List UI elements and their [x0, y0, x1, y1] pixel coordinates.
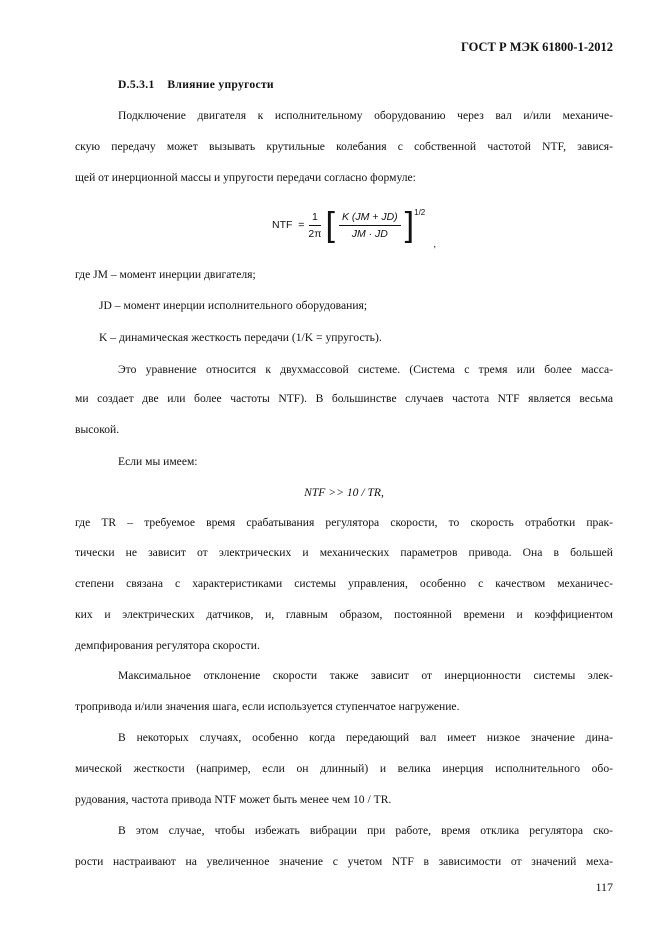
condition-formula: NTF >> 10 / TR, — [304, 486, 384, 499]
standard-header: ГОСТ Р МЭК 61800-1-2012 — [460, 40, 613, 54]
text-line: В некоторых случаях, особенно когда передающий вал имеет низкое значение дина- — [118, 731, 613, 744]
text-line: тропривода и/или значения шага, если используется ступенчатое нагружение. — [75, 700, 460, 713]
formula-eq: = — [298, 219, 305, 231]
denominator: JM · JD — [351, 227, 388, 240]
formula-lhs: NTF — [272, 219, 293, 231]
ntf-formula — [272, 206, 437, 250]
section-title: Влияние упругости — [167, 78, 274, 91]
text-line: где TR – требуемое время срабатывания регулятора скорости, то скорость отработки прак- — [75, 516, 613, 529]
text-line: ми создает две или более частоты NTF). В большинстве случаев частота NTF является весьма — [75, 392, 613, 405]
definition-k: K – динамическая жесткость передачи (1/K = упругость). — [99, 331, 382, 344]
right-bracket: ] — [404, 206, 415, 244]
text-line: скую передачу может вызывать крутильные колебания с собственной частотой NTF, завися- — [75, 140, 613, 153]
text-line: рости настраивают на увеличенное значение с учетом NTF в зависимости от значений меха- — [75, 855, 613, 868]
fraction-main — [339, 211, 401, 240]
section-number: D.5.3.1 — [118, 78, 155, 91]
numerator: K (JM + JD) — [339, 211, 401, 226]
text-line: мической жесткости (например, если он длинный) и велика инерция исполнительного обо- — [75, 762, 613, 775]
text-line: В этом случае, чтобы избежать вибрации при работе, время отклика регулятора ско- — [118, 824, 613, 837]
page-number: 117 — [595, 880, 613, 894]
left-bracket: [ — [325, 206, 335, 244]
text-line: рудования, частота привода NTF может быть менее чем 10 / TR. — [75, 793, 392, 806]
exponent: 1/2 — [414, 208, 426, 217]
formula-comma: , — [433, 238, 437, 250]
text-line: ких и электрических датчиков, и, главным образом, постоянной времени и коэффициентом — [75, 608, 613, 621]
text-line: Максимальное отклонение скорости также зависит от инерционности системы элек- — [118, 669, 613, 682]
fraction-1-2pi — [308, 211, 321, 240]
definition-jd: JD – момент инерции исполнительного оборудования; — [99, 299, 368, 312]
text-line: высокой. — [75, 423, 120, 436]
text-line: Подключение двигателя к исполнительному оборудованию через вал и/или механиче- — [118, 109, 613, 122]
text-line: Это уравнение относится к двухмассовой системе. (Система с тремя или более масса- — [118, 363, 613, 376]
text-line: щей от инерционной массы и упругости передачи согласно формуле: — [75, 171, 416, 184]
text-line: степени связана с характеристиками системы управления, особенно с качеством механичес- — [75, 577, 613, 590]
section-heading — [118, 78, 613, 91]
numerator: 1 — [309, 211, 321, 226]
text-line: тически не зависит от электрических и механических параметров привода. Она в большей — [75, 546, 613, 559]
text-line: демпфирования регулятора скорости. — [75, 639, 260, 652]
definition-jm: где JM – момент инерции двигателя; — [75, 268, 256, 281]
text-line: Если мы имеем: — [118, 455, 198, 468]
denominator: 2π — [308, 227, 322, 240]
